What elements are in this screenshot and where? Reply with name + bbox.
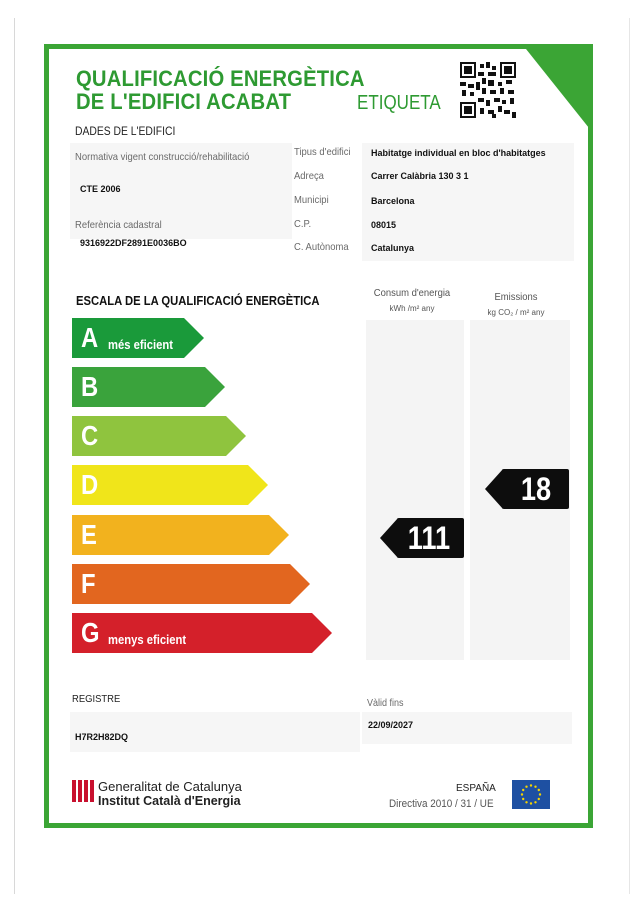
emissions-header: Emissions (494, 291, 538, 303)
emissions-rating-value: 18 (520, 471, 552, 507)
class-e-letter: E (81, 519, 97, 550)
class-a-letter: A (81, 322, 99, 353)
eu-star (525, 801, 527, 803)
municipality-value: Barcelona (371, 196, 415, 206)
postal-code-value: 08015 (371, 220, 397, 230)
regulation-label: Normativa vigent construcció/rehabilitació (75, 151, 250, 163)
eu-flag-icon (512, 780, 550, 809)
class-d-letter: D (81, 469, 99, 500)
cadastral-label: Referència cadastral (75, 219, 162, 231)
consumption-unit: kWh /m² any (389, 304, 435, 313)
cadastral-value: 9316922DF2891E0036BO (80, 238, 187, 248)
consumption-rating-value: 111 (407, 520, 451, 556)
class-c-arrow (72, 416, 246, 456)
scale-title: ESCALA DE LA QUALIFICACIÓ ENERGÈTICA (76, 294, 320, 308)
class-b-arrow (72, 367, 225, 407)
etiqueta-label: ETIQUETA (357, 92, 441, 114)
valid-until-label: Vàlid fins (367, 698, 404, 709)
postal-code-label: C.P. (294, 218, 312, 230)
eu-star (530, 784, 532, 786)
registry-value: H7R2H82DQ (75, 732, 129, 742)
address-label: Adreça (294, 170, 324, 182)
class-b-letter: B (81, 371, 99, 402)
class-g-desc: menys eficient (108, 633, 187, 647)
address-value: Carrer Calàbria 130 3 1 (371, 171, 469, 181)
valid-until-value: 22/09/2027 (368, 720, 414, 730)
gencat-logo-bar-3 (84, 780, 88, 802)
eu-star (525, 786, 527, 788)
class-a-desc: més eficient (108, 338, 174, 352)
class-g-letter: G (81, 617, 100, 648)
registry-label: REGISTRE (72, 693, 121, 705)
eu-star (534, 786, 536, 788)
country-label: ESPAÑA (456, 783, 496, 794)
emissions-rating-arrow (485, 469, 569, 509)
gencat-logo-bar-4 (90, 780, 94, 802)
qr-code-icon (460, 62, 516, 118)
eu-star (521, 793, 523, 795)
class-f-arrow (72, 564, 310, 604)
consumption-header: Consum d'energia (373, 287, 451, 299)
community-value: Catalunya (371, 243, 415, 253)
title-line-2: DE L'EDIFICI ACABAT (76, 89, 292, 114)
eu-star (530, 802, 532, 804)
title-line-1: QUALIFICACIÓ ENERGÈTICA (76, 66, 365, 91)
gencat-logo-bar-1 (72, 780, 76, 802)
consumption-rating-arrow (380, 518, 464, 558)
regulation-value: CTE 2006 (80, 184, 121, 194)
municipality-label: Municipi (294, 194, 329, 206)
frame-corner-triangle (526, 49, 593, 133)
org-line-1: Generalitat de Catalunya (98, 779, 242, 794)
community-label: C. Autònoma (294, 241, 349, 253)
class-c-letter: C (81, 420, 99, 451)
eu-star (538, 789, 540, 791)
class-g-arrow (72, 613, 332, 653)
building-data-title: DADES DE L'EDIFICI (75, 126, 176, 138)
eu-star (538, 798, 540, 800)
class-a-arrow (72, 318, 204, 358)
class-e-arrow (72, 515, 289, 555)
class-d-arrow (72, 465, 268, 505)
eu-star (522, 789, 524, 791)
gencat-logo-bar-2 (78, 780, 82, 802)
emissions-unit: kg CO₂ / m² any (487, 308, 545, 317)
eu-star (522, 798, 524, 800)
directive-label: Directiva 2010 / 31 / UE (389, 798, 494, 810)
org-line-2: Institut Català d'Energia (98, 794, 241, 808)
eu-star (539, 793, 541, 795)
class-f-letter: F (81, 568, 96, 599)
building-type-value: Habitatge individual en bloc d'habitatges (371, 148, 546, 158)
consumption-column (366, 320, 464, 660)
eu-star (534, 801, 536, 803)
building-type-label: Tipus d'edifici (294, 146, 351, 158)
